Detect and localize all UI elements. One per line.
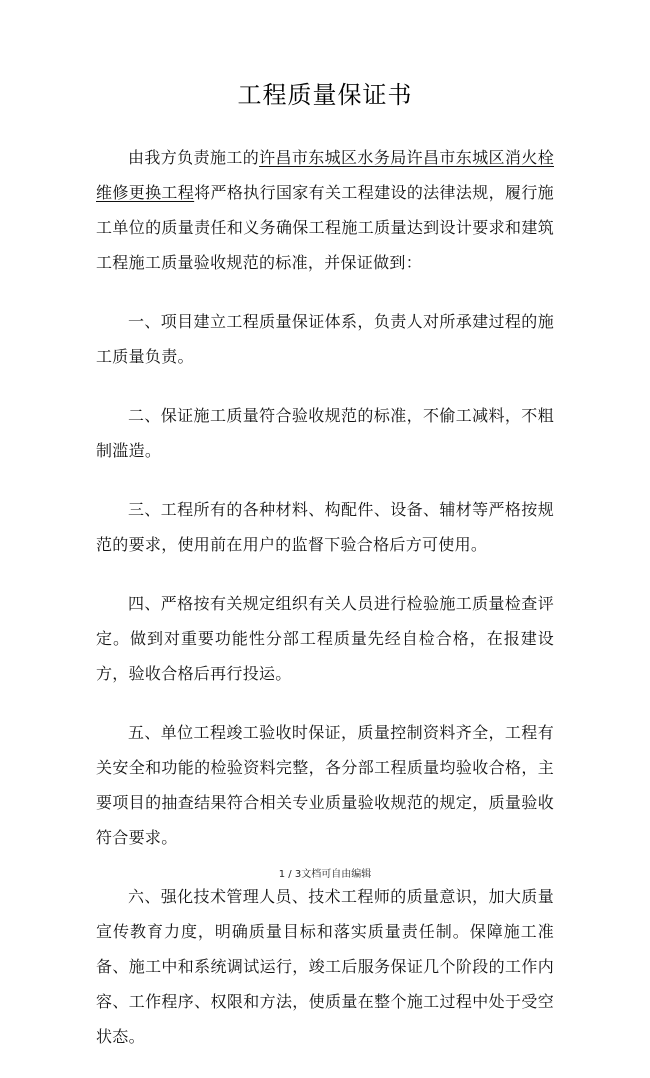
- clause-1: 一、项目建立工程质量保证体系，负责人对所承建过程的施工质量负责。: [96, 312, 554, 366]
- document-body: [96, 140, 554, 1078]
- clause-3: 三、工程所有的各种材料、构配件、设备、辅材等严格按规范的要求，使用前在用户的监督下验合格后方可使用。: [96, 500, 554, 554]
- clause-5: 五、单位工程竣工验收时保证，质量控制资料齐全，工程有关安全和功能的检验资料完整，各分部工程质量均验收合格，主要项目的抽查结果符合相关专业质量验收规范的规定，质量验收符合要求。: [96, 723, 554, 847]
- clause-4: 四、严格按有关规定组织有关人员进行检验施工质量检查评定。做到对重要功能性分部工程质量先经自检合格，在报建设方，验收合格后再行投运。: [96, 594, 554, 683]
- project-name: 许昌市东城区水务局许昌市东城区消火栓维修更换工程: [96, 148, 554, 202]
- intro-suffix: 将严格执行国家有关工程建设的法律法规，履行施工单位的质量责任和义务确保工程施工质量达到设计要求和建筑工程施工质量验收规范的标准，并保证做到：: [96, 183, 554, 272]
- document-title: 工程质量保证书: [237, 81, 413, 109]
- clause-2: 二、保证施工质量符合验收规范的标准，不偷工减料，不粗制滥造。: [96, 406, 554, 460]
- page-footer: 1 / 3文档可自由编辑: [278, 869, 372, 880]
- intro-paragraph: [96, 140, 554, 280]
- clause-6: 六、强化技术管理人员、技术工程师的质量意识，加大质量宣传教育力度，明确质量目标和落实质量责任制。保障施工准备、施工中和系统调试运行，竣工后服务保证几个阶段的工作内容、工作程序、权限和方法，使质量在整个施工过程中处于受空状态。: [96, 887, 554, 1046]
- intro-prefix: 由我方负责施工的: [128, 148, 260, 167]
